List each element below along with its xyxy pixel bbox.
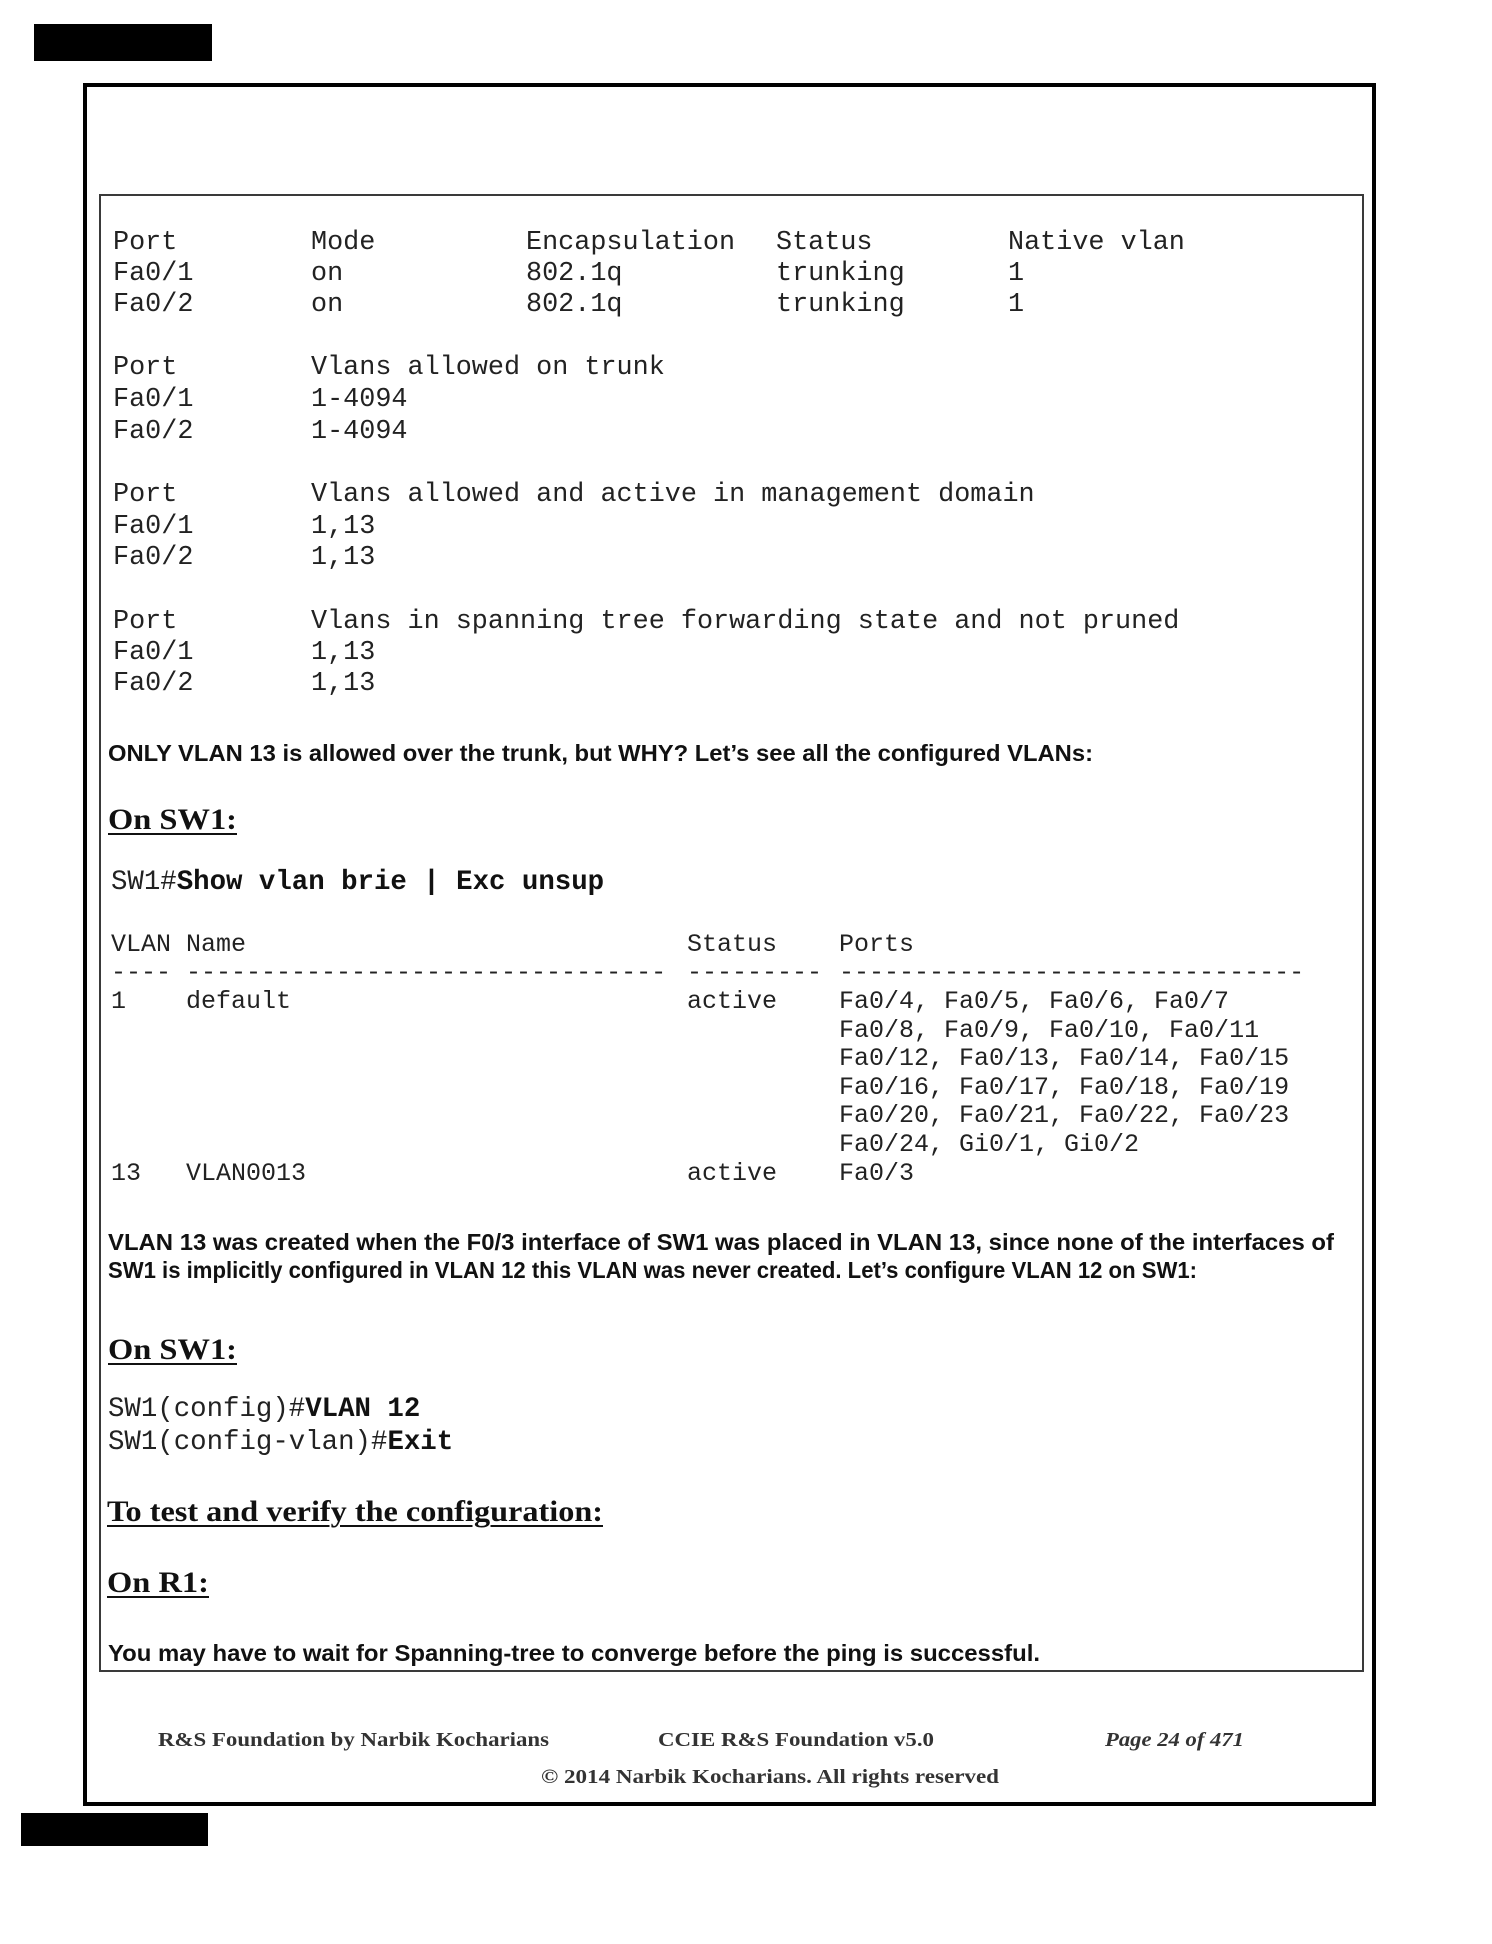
cell-mode: on bbox=[311, 259, 344, 289]
col-header-port: Port bbox=[113, 607, 178, 637]
cell-vlan-id: 1 bbox=[111, 987, 127, 1016]
cell-vlan-ports: Fa0/3 bbox=[839, 1159, 915, 1188]
col-header-port: Port bbox=[113, 480, 178, 510]
col-header-encapsulation: Encapsulation bbox=[526, 228, 736, 258]
footer-author: R&S Foundation by Narbik Kocharians bbox=[158, 1729, 549, 1751]
cell-vlan-ports: Fa0/4, Fa0/5, Fa0/6, Fa0/7 bbox=[839, 987, 1230, 1016]
cell-vlan-id: 13 bbox=[111, 1159, 142, 1188]
cell-vlans: 1,13 bbox=[311, 512, 376, 542]
col-header-status: Status bbox=[776, 228, 873, 258]
note-spanning-tree: You may have to wait for Spanning-tree to converge before the ping is successful. bbox=[108, 1640, 1040, 1666]
heading-on-r1: On R1: bbox=[107, 1566, 209, 1599]
cell-vlans: 1,13 bbox=[311, 543, 376, 573]
cell-vlans: 1,13 bbox=[311, 669, 376, 699]
config-line-vlan-12 bbox=[108, 1394, 420, 1426]
col-header-mode: Mode bbox=[311, 228, 376, 258]
cell-vlan-ports: Fa0/16, Fa0/17, Fa0/18, Fa0/19 bbox=[839, 1073, 1290, 1102]
paragraph-line: SW1 is implicitly configured in VLAN 12 this VLAN was never created. Let’s configure VLAN 12 on SW1: bbox=[108, 1257, 1197, 1283]
cell-native-vlan: 1 bbox=[1008, 259, 1025, 289]
cell-port: Fa0/1 bbox=[113, 259, 194, 289]
col-header-vlans-allowed: Vlans allowed on trunk bbox=[311, 353, 665, 383]
divider-dashes: ------------------------------- bbox=[839, 958, 1305, 987]
cell-port: Fa0/1 bbox=[113, 512, 194, 542]
note-only-vlan-13: ONLY VLAN 13 is allowed over the trunk, but WHY? Let’s see all the configured VLANs: bbox=[108, 740, 1093, 766]
cell-mode: on bbox=[311, 290, 344, 320]
cell-vlan-ports: Fa0/12, Fa0/13, Fa0/14, Fa0/15 bbox=[839, 1044, 1290, 1073]
cell-port: Fa0/2 bbox=[113, 543, 194, 573]
col-header-native-vlan: Native vlan bbox=[1008, 228, 1185, 258]
cell-vlans: 1-4094 bbox=[311, 417, 408, 447]
cli-prompt: SW1# bbox=[111, 867, 177, 898]
cell-vlans: 1,13 bbox=[311, 638, 376, 668]
heading-verify: To test and verify the configuration: bbox=[107, 1495, 603, 1528]
col-header-port: Port bbox=[113, 228, 178, 258]
col-header-name: Name bbox=[186, 930, 247, 959]
cell-vlan-status: active bbox=[687, 1159, 778, 1188]
config-line-exit bbox=[108, 1427, 453, 1459]
divider-dashes: --------- bbox=[687, 958, 823, 987]
col-header-vlans-active: Vlans allowed and active in management domain bbox=[311, 480, 1035, 510]
cli-prompt: SW1(config-vlan)# bbox=[108, 1427, 388, 1458]
col-header-vlan: VLAN bbox=[111, 930, 172, 959]
heading-on-sw1: On SW1: bbox=[108, 803, 237, 836]
cell-vlan-ports: Fa0/20, Fa0/21, Fa0/22, Fa0/23 bbox=[839, 1101, 1290, 1130]
cell-vlan-ports: Fa0/24, Gi0/1, Gi0/2 bbox=[839, 1130, 1140, 1159]
col-header-vlans-forwarding: Vlans in spanning tree forwarding state and not pruned bbox=[311, 607, 1180, 637]
cli-command: VLAN 12 bbox=[305, 1394, 421, 1425]
footer-page-number: Page 24 of 471 bbox=[1105, 1729, 1244, 1751]
cell-vlan-name: VLAN0013 bbox=[186, 1159, 307, 1188]
cell-encapsulation: 802.1q bbox=[526, 259, 623, 289]
cell-port: Fa0/2 bbox=[113, 290, 194, 320]
footer-title: CCIE R&S Foundation v5.0 bbox=[658, 1729, 934, 1751]
col-header-status: Status bbox=[687, 930, 778, 959]
col-header-port: Port bbox=[113, 353, 178, 383]
cli-command: Exit bbox=[387, 1427, 454, 1458]
paragraph-line: VLAN 13 was created when the F0/3 interface of SW1 was placed in VLAN 13, since none of the interfaces of bbox=[108, 1229, 1334, 1255]
col-header-ports: Ports bbox=[839, 930, 915, 959]
redaction-bar-top bbox=[34, 24, 212, 61]
footer-copyright: © 2014 Narbik Kocharians. All rights reserved bbox=[541, 1766, 999, 1788]
cell-vlan-status: active bbox=[687, 987, 778, 1016]
cell-status: trunking bbox=[776, 290, 905, 320]
cell-vlan-name: default bbox=[186, 987, 292, 1016]
cell-port: Fa0/2 bbox=[113, 669, 194, 699]
cell-native-vlan: 1 bbox=[1008, 290, 1025, 320]
cell-port: Fa0/1 bbox=[113, 638, 194, 668]
cell-port: Fa0/1 bbox=[113, 385, 194, 415]
cell-encapsulation: 802.1q bbox=[526, 290, 623, 320]
cli-command: Show vlan brie | Exc unsup bbox=[176, 867, 605, 898]
cell-vlans: 1-4094 bbox=[311, 385, 408, 415]
cell-status: trunking bbox=[776, 259, 905, 289]
command-show-vlan bbox=[111, 867, 604, 899]
cell-vlan-ports: Fa0/8, Fa0/9, Fa0/10, Fa0/11 bbox=[839, 1016, 1260, 1045]
heading-on-sw1: On SW1: bbox=[108, 1333, 237, 1366]
cell-port: Fa0/2 bbox=[113, 417, 194, 447]
redaction-bar-bottom bbox=[21, 1813, 208, 1846]
divider-dashes: ---- bbox=[111, 958, 172, 987]
cli-prompt: SW1(config)# bbox=[108, 1394, 306, 1425]
divider-dashes: -------------------------------- bbox=[186, 958, 667, 987]
